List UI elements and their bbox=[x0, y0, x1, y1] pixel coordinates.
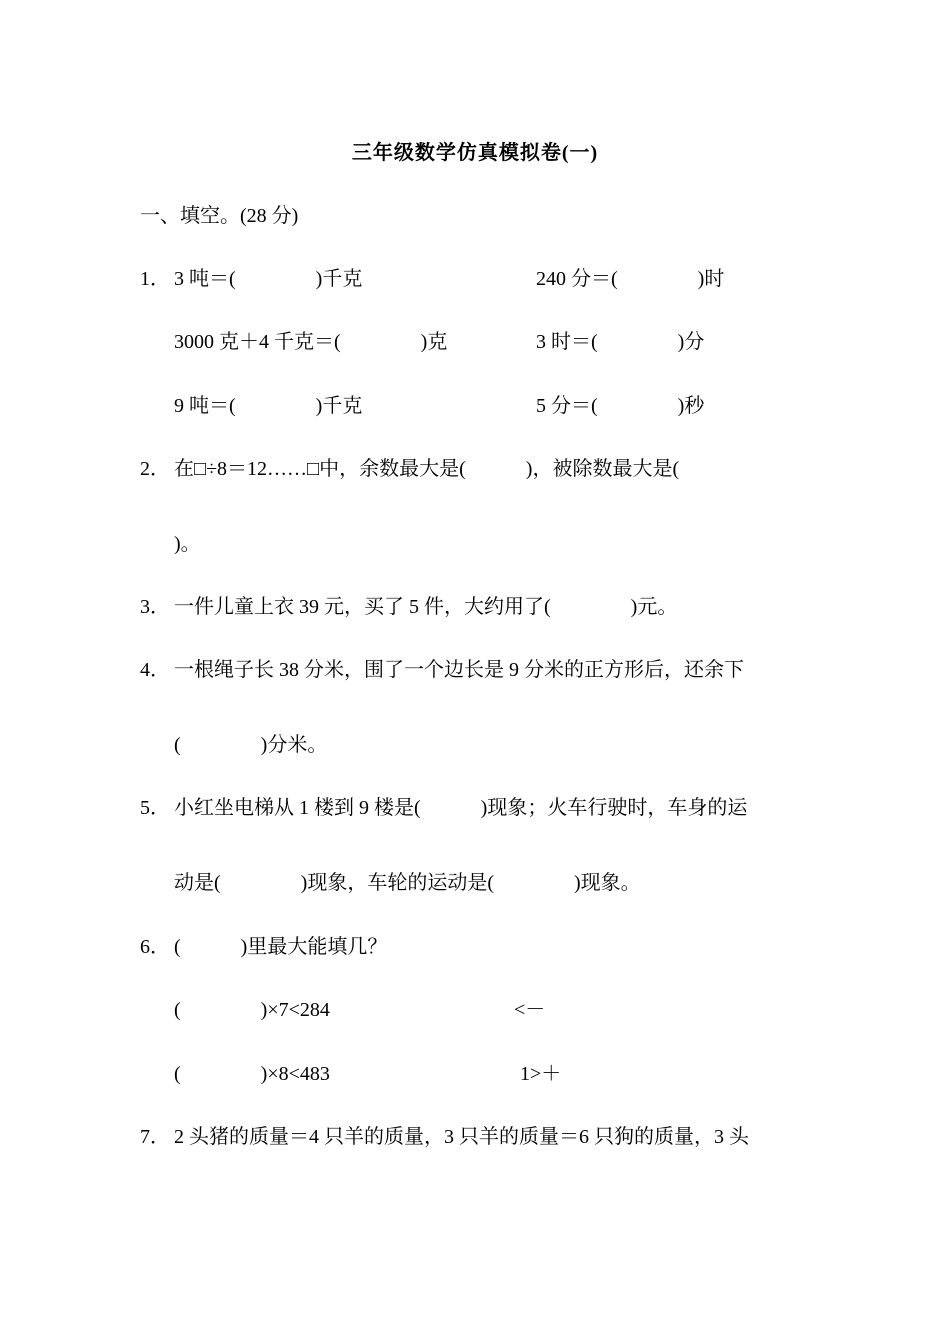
q4-line2: ( )分米。 bbox=[174, 734, 328, 756]
q4-number: 4． bbox=[140, 659, 170, 681]
q6-line1: ( )里最大能填几？ bbox=[174, 936, 388, 958]
q2-number: 2． bbox=[140, 458, 170, 480]
q2-line1: 在□÷8＝12……□中，余数最大是( )，被除数最大是( bbox=[174, 458, 680, 480]
q1-row3-left: 9 吨＝( )千克 bbox=[174, 395, 363, 417]
q3-line1: 一件儿童上衣 39 元，买了 5 件，大约用了( )元。 bbox=[174, 596, 678, 618]
q1-row1-left: 3 吨＝( )千克 bbox=[174, 268, 363, 290]
q6-row2-left: ( )×8<483 bbox=[174, 1063, 330, 1085]
q5-number: 5． bbox=[140, 797, 170, 819]
q7-number: 7． bbox=[140, 1126, 170, 1148]
q5-line2: 动是( )现象，车轮的运动是( )现象。 bbox=[174, 872, 641, 894]
q2-line2: )。 bbox=[174, 533, 201, 555]
q4-line1: 一根绳子长 38 分米，围了一个边长是 9 分米的正方形后，还余下 bbox=[174, 659, 744, 681]
q7-line1: 2 头猪的质量＝4 只羊的质量，3 只羊的质量＝6 只狗的质量，3 头 bbox=[174, 1126, 749, 1148]
q1-number: 1． bbox=[140, 268, 170, 290]
q6-number: 6． bbox=[140, 936, 170, 958]
q1-row1-right: 240 分＝( )时 bbox=[536, 268, 725, 290]
q6-row1-right: <－ bbox=[514, 999, 546, 1021]
q5-line1: 小红坐电梯从 1 楼到 9 楼是( )现象；火车行驶时，车身的运 bbox=[174, 797, 748, 819]
q6-row2-right: 1>＋ bbox=[520, 1063, 562, 1085]
q3-number: 3． bbox=[140, 596, 170, 618]
q1-row3-right: 5 分＝( )秒 bbox=[536, 395, 705, 417]
q6-row1-left: ( )×7<284 bbox=[174, 999, 330, 1021]
q1-row2-right: 3 时＝( )分 bbox=[536, 331, 705, 353]
page-title: 三年级数学仿真模拟卷(一) bbox=[351, 142, 599, 164]
q1-row2-left: 3000 克＋4 千克＝( )克 bbox=[174, 331, 448, 353]
section-heading: 一、填空。(28 分) bbox=[140, 205, 299, 227]
